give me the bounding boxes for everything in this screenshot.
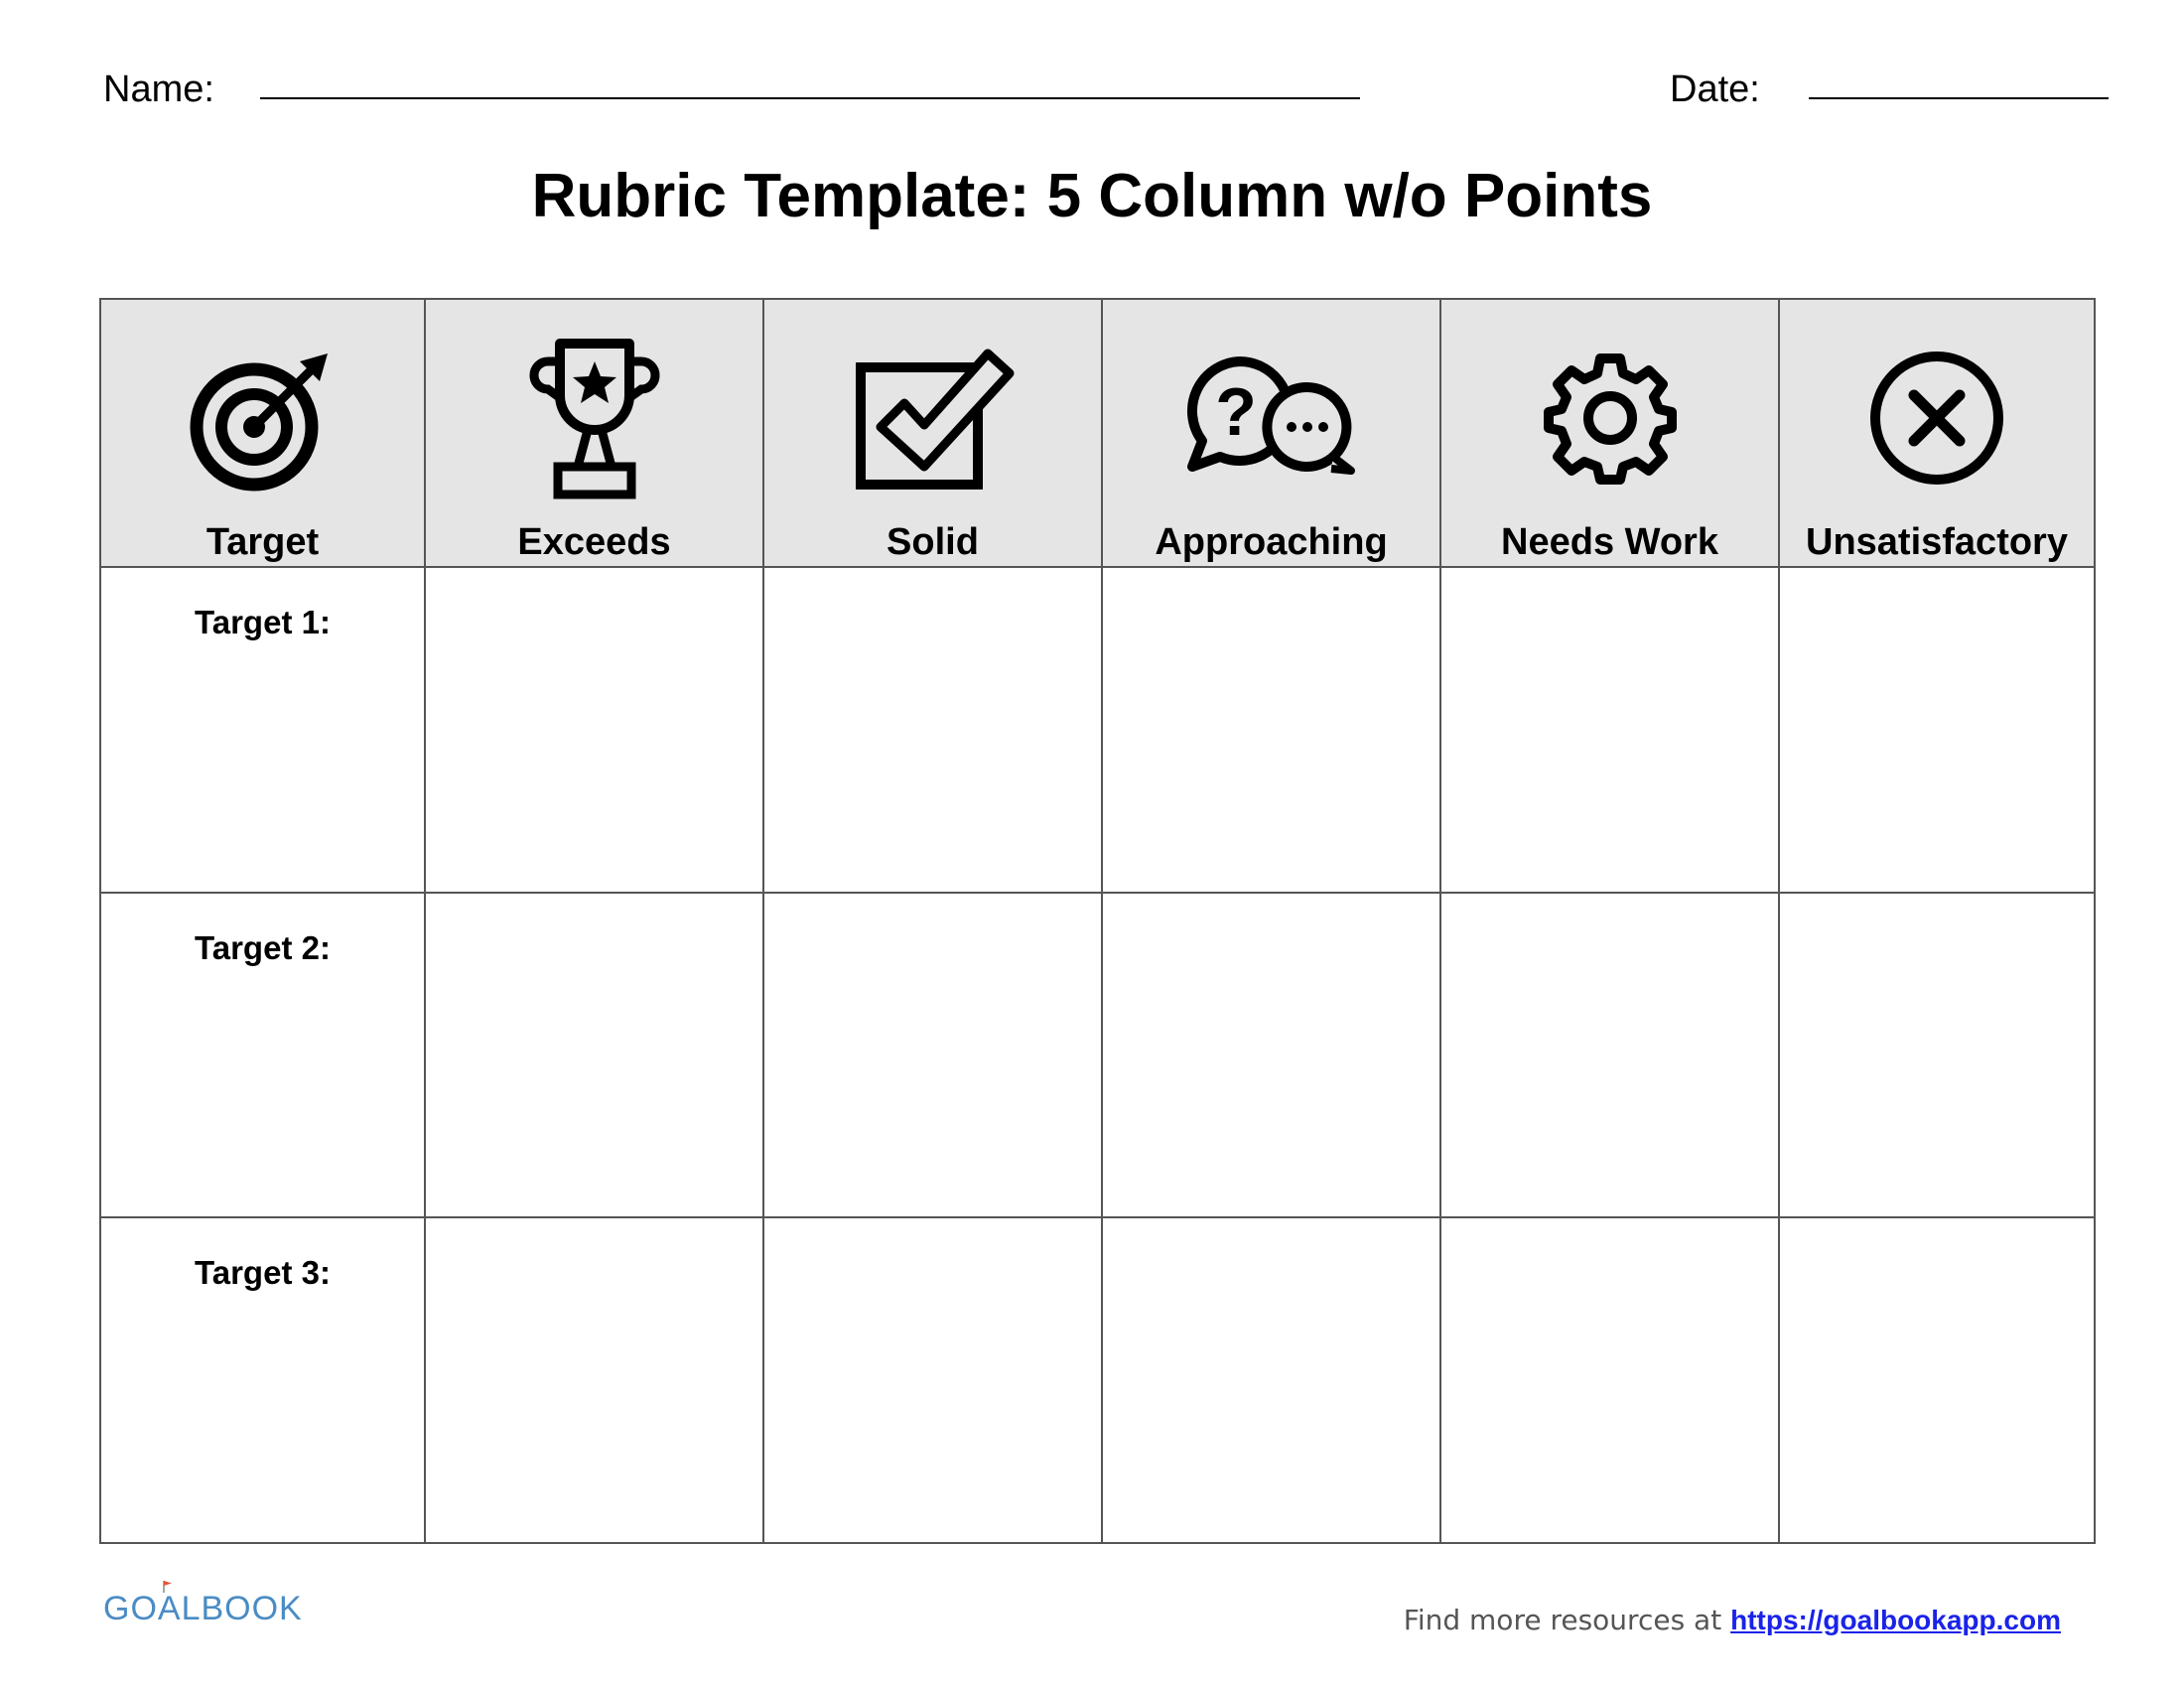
column-label: Needs Work [1501,521,1718,563]
rubric-cell[interactable] [1102,1217,1440,1543]
name-label: Name: [103,69,214,110]
column-label: Exceeds [517,521,671,563]
speech-bubbles-icon [1182,353,1361,483]
rubric-cell[interactable] [763,1217,1102,1543]
column-header-target [100,299,425,567]
x-circle-icon [1862,344,2011,492]
row-label: Target 3: [100,1217,425,1543]
rubric-cell[interactable] [425,567,763,893]
rubric-cell[interactable] [1440,567,1779,893]
rubric-cell[interactable] [425,1217,763,1543]
rubric-cell[interactable] [763,567,1102,893]
trophy-icon [520,334,669,502]
logo-text: GOALBOOK [103,1590,303,1627]
column-label: Target [205,521,320,563]
target-icon [189,344,338,492]
flag-icon [163,1581,173,1593]
date-label: Date: [1670,69,1760,110]
rubric-cell[interactable] [1440,1217,1779,1543]
date-field[interactable] [1809,97,2109,99]
goalbook-link[interactable]: https://goalbookapp.com [1730,1605,2061,1635]
resources-text: Find more resources at [1403,1604,1722,1636]
rubric-cell[interactable] [425,893,763,1218]
column-header-needs-work [1440,299,1779,567]
column-label: Unsatisfactory [1806,521,2068,563]
rubric-table [99,298,2096,1544]
column-label: Solid [887,521,979,563]
table-row [100,567,2095,893]
rubric-cell[interactable] [1102,567,1440,893]
footer [1404,1604,2061,1637]
row-label: Target 2: [100,893,425,1218]
table-row [100,893,2095,1218]
rubric-cell[interactable] [1779,567,2095,893]
rubric-cell[interactable] [1102,893,1440,1218]
column-label: Approaching [1155,521,1388,563]
name-field[interactable] [260,97,1360,99]
column-header-exceeds [425,299,763,567]
column-header-approaching [1102,299,1440,567]
table-row [100,1217,2095,1543]
header-row [100,299,2095,567]
checkbox-icon [849,344,1018,492]
row-label: Target 1: [100,567,425,893]
svg-text:?: ? [1214,374,1257,450]
column-header-solid [763,299,1102,567]
column-header-unsatisfactory [1779,299,2095,567]
goalbook-logo [103,1589,303,1628]
rubric-cell[interactable] [1779,1217,2095,1543]
gear-icon [1536,344,1685,492]
page-title: Rubric Template: 5 Column w/o Points [531,162,1653,230]
rubric-cell[interactable] [1779,893,2095,1218]
rubric-cell[interactable] [763,893,1102,1218]
rubric-cell[interactable] [1440,893,1779,1218]
